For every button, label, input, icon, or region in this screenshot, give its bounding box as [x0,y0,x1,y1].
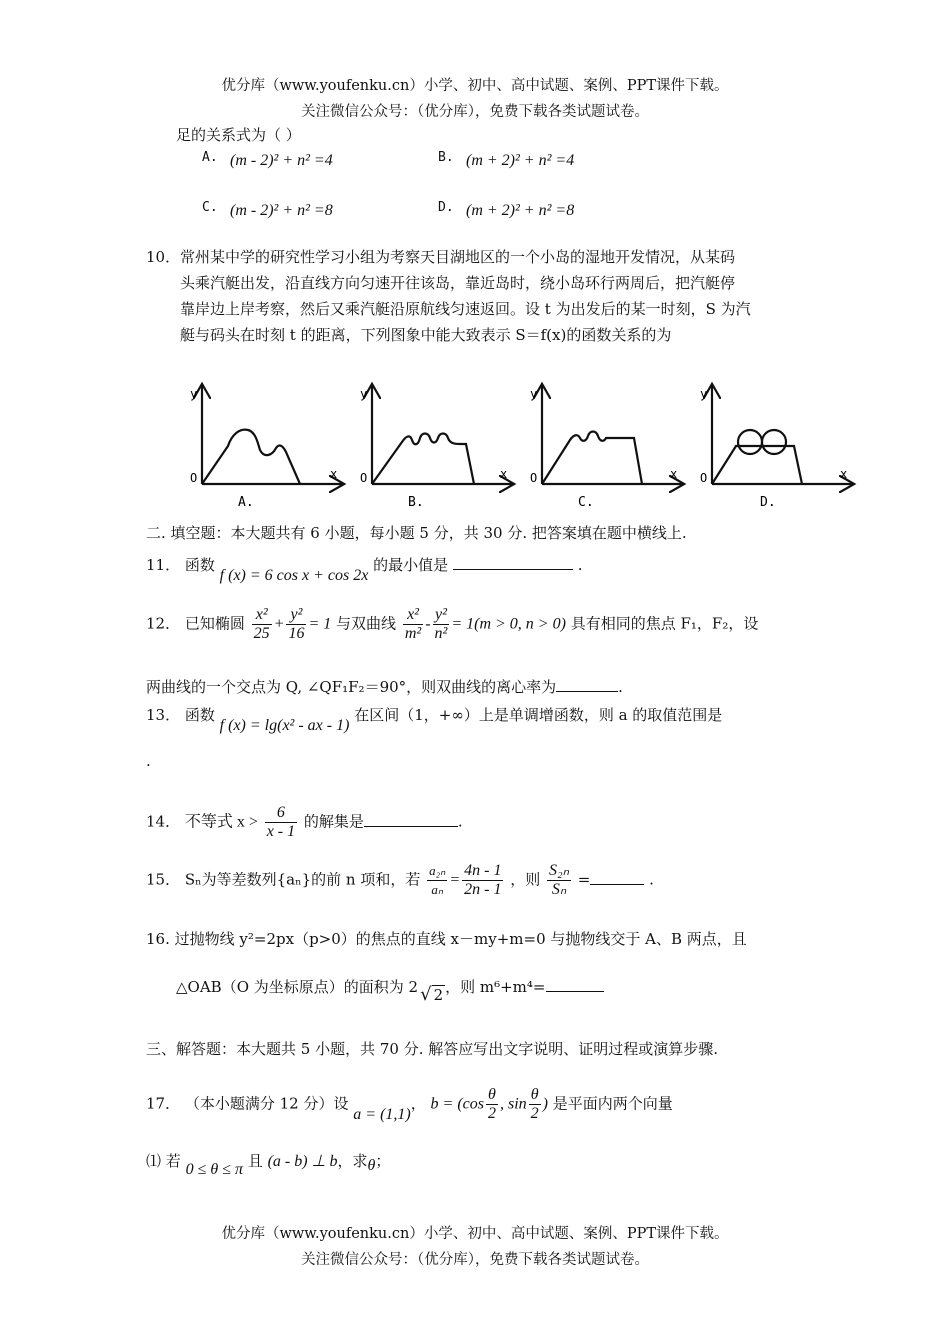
q15-number: 15． [146,870,181,889]
graph-a-origin: O [190,471,198,485]
q11-pre: 函数 [184,556,215,574]
graph-b [360,386,512,510]
q14-end: . [457,812,463,831]
graph-a-label: A. [238,495,254,510]
q17-part1-label: ⑴ 若 [146,1152,181,1170]
q17-theta-num-2: θ [529,1086,541,1105]
q9-tail: 足的关系式为（ ） [176,126,301,144]
q17-pre: （本小题满分 12 分）设 [184,1094,349,1113]
q9-option-a-label: A. [202,150,218,165]
q12-answer-blank[interactable] [556,677,618,692]
q14-den: x - 1 [266,823,296,840]
q15-f1-den: aₙ [431,882,444,897]
q12-f3-den: m² [404,625,422,642]
q15-mid: ，则 [510,870,541,889]
section-2-heading: 二. 填空题：本大题共有 6 小题，每小题 5 分，共 30 分. 把答案填在题中横线上. [146,524,687,542]
q17-sep: ， [410,1094,426,1113]
q15-f2-num: 4n - 1 [464,862,502,879]
q15-f3-den: Sₙ [551,881,567,898]
q13-pre: 函数 [184,706,215,724]
q16-sqrt-arg: 2 [433,986,444,1004]
q12-f1-den: 25 [253,625,270,642]
q14-num: 6 [265,804,297,823]
q14 [146,804,463,841]
q17-b-post: ) [542,1095,548,1113]
q12-f3-num: x² [403,606,423,625]
graph-c-y-label: y [530,387,538,401]
q17-theta-den-1: 2 [487,1105,496,1122]
q16-line2-pre: △OAB（O 为坐标原点）的面积为 2 [176,978,419,996]
graph-a-x-label: x [330,467,338,481]
q17-part1-cond: 0 ≤ θ ≤ π [185,1161,243,1178]
graph-a-curve [202,430,300,484]
q12-f4-den: n² [434,625,448,642]
q9-option-c-label: C. [202,200,218,215]
q9-option-c: (m - 2)² + n² =8 [230,202,333,219]
graph-d-y-label: y [700,387,708,401]
q12-end: . [618,678,623,696]
q12-line2-text: 两曲线的一个交点为 Q, ∠QF₁F₂＝90°，则双曲线的离心率为 [146,678,557,696]
page-footer-line2: 关注微信公众号：（优分库），免费下载各类试题试卷。 [301,1252,649,1268]
q11-number: 11． [146,556,181,574]
q12-post: 具有相同的焦点 F₁，F₂，设 [570,614,759,633]
graph-b-label: B. [408,495,424,510]
q17-theta-num-1: θ [486,1086,498,1105]
q17-b-mid: , sin [499,1095,527,1113]
graph-c [530,386,682,510]
q13-end: . [146,752,151,770]
q17 [146,1086,673,1123]
q13-post: 在区间（1，+∞）上是单调增函数，则 a 的取值范围是 [354,706,723,724]
q10-line1: 常州某中学的研究性学习小组为考察天目湖地区的一个小岛的湿地开发情况，从某码 [180,248,736,266]
q10-graphs [180,378,860,514]
graph-d-x-label: x [840,467,848,481]
graph-d-label: D. [760,495,776,510]
q13-number: 13． [146,706,181,724]
q17-post: 是平面内两个向量 [552,1094,673,1113]
q9-option-b: (m + 2)² + n² =4 [466,152,575,169]
graph-a [190,386,342,510]
q17-a-vector: a = (1,1) [353,1105,411,1123]
q16-answer-blank[interactable] [546,977,604,992]
q11 [146,554,583,584]
q16-number: 16. [146,930,170,948]
q14-number: 14． [146,812,181,831]
q17-part1-theta: θ [367,1157,376,1174]
graph-c-x-label: x [670,467,678,481]
q10-line4: 艇与码头在时刻 t 的距离，下列图象中能大致表示 S＝f(x)的函数关系的为 [180,326,672,344]
graph-c-label: C. [578,495,594,510]
q12-mid: 与双曲线 [336,614,397,633]
q12-pre: 已知椭圆 [184,614,245,633]
q12: 12． 已知椭圆 $\frac{\text{x²}}{25}$ + $\frac{\text{y²}}{16}$ = 1 与双曲线 $\frac{\text{x²}}{\text{m²}}$ - $\frac{\text{y²}}{\text{n²}}$ = 1(m > 0, n > 0) 具有相同的焦点 F₁，F₂，设 [146,606,759,642]
graph-c-curve [542,432,642,485]
q17-b-pre: b = (cos [430,1095,484,1113]
q17-theta-den-2: 2 [530,1105,539,1122]
q15-f2-den: 2n - 1 [464,881,502,898]
page-header-line2: 关注微信公众号：（优分库），免费下载各类试题试卷。 [301,104,649,120]
q15-f1-num: a₂ₙ [427,862,447,881]
q9-option-d-label: D. [438,200,454,215]
graph-d [700,386,852,510]
q12-f2-den: 16 [288,625,305,642]
q17-part1-perp: (a - b) ⊥ b [267,1153,338,1170]
q11-post: 的最小值是 [373,556,449,574]
q10-line3: 靠岸边上岸考察，然后又乘汽艇沿原航线匀速返回。设 t 为出发后的某一时刻，S 为汽 [180,300,751,318]
q11-expr: f (x) = 6 cos x + cos 2x [219,567,369,584]
q17-part1-and: 且 [247,1152,263,1170]
q9-option-b-label: B. [438,150,454,165]
graph-d-loop-2 [762,430,786,454]
q13 [146,704,723,734]
q15: 15． Sₙ为等差数列{aₙ}的前 n 项和，若 $\frac{\text{a₂ₙ}}{\text{aₙ}}$ = $\frac{4n - 1}{2n - 1}$ ，则 $\frac{\text{S₂ₙ}}{\text{Sₙ}}$ = . [146,862,654,898]
graph-b-origin: O [360,471,368,485]
q9-option-d: (m + 2)² + n² =8 [466,202,575,219]
q12-line2 [146,676,623,697]
graph-c-origin: O [530,471,538,485]
q12-number: 12． [146,614,181,633]
q16-line2: △OAB（O 为坐标原点）的面积为 2 √ 2 ，则 m⁶+m⁴= [176,976,604,997]
q10-line2: 头乘汽艇出发，沿直线方向匀速开往该岛，靠近岛时，绕小岛环行两周后，把汽艇停 [180,274,736,292]
graph-a-y-label: y [190,387,198,401]
q17-part1-semicolon: ； [375,1152,391,1170]
q12-f2-num: y² [286,606,306,625]
q16-line2-post: ，则 m⁶+m⁴= [445,978,546,996]
q14-answer-blank[interactable] [364,812,458,827]
page-header-line1: 优分库（www.youfenku.cn）小学、初中、高中试题、案例、PPT课件下载。 [221,78,729,94]
graph-d-loop-1 [738,430,762,454]
section-3-heading: 三、解答题：本大题共 5 小题，共 70 分. 解答应写出文字说明、证明过程或演算步骤. [146,1040,719,1058]
q11-end: . [577,556,583,574]
graph-b-x-label: x [500,467,508,481]
q12-f1-num: x² [252,606,272,625]
graph-d-origin: O [700,471,708,485]
q12-cond: = 1(m > 0, n > 0) [451,615,566,633]
q17-number: 17． [146,1094,181,1113]
q16-text: 过抛物线 y²=2px（p>0）的焦点的直线 x－my+m=0 与抛物线交于 A、B 两点，且 [174,930,747,948]
q10-number: 10． [146,248,181,266]
q14-pre: 不等式 x > [184,813,258,831]
q13-expr: f (x) = lg(x² - ax - 1) [219,717,350,734]
q11-answer-blank[interactable] [453,555,573,570]
page-footer-line1: 优分库（www.youfenku.cn）小学、初中、高中试题、案例、PPT课件下载。 [221,1226,729,1242]
q14-post: 的解集是 [303,812,364,831]
q15-pre: Sₙ为等差数列{aₙ}的前 n 项和，若 [184,870,421,889]
q17-part1-end: ，求 [337,1152,368,1170]
q15-f3-num: S₂ₙ [549,862,569,879]
q16-line1 [146,928,747,949]
graph-b-curve [372,434,474,485]
q15-answer-blank[interactable] [590,870,644,885]
q9-option-a: (m - 2)² + n² =4 [230,152,333,169]
q15-end: . [649,870,654,889]
q12-f4-num: y² [433,606,450,625]
q17-part1 [146,1150,391,1178]
q15-post: = [577,870,591,889]
graph-b-y-label: y [360,387,368,401]
